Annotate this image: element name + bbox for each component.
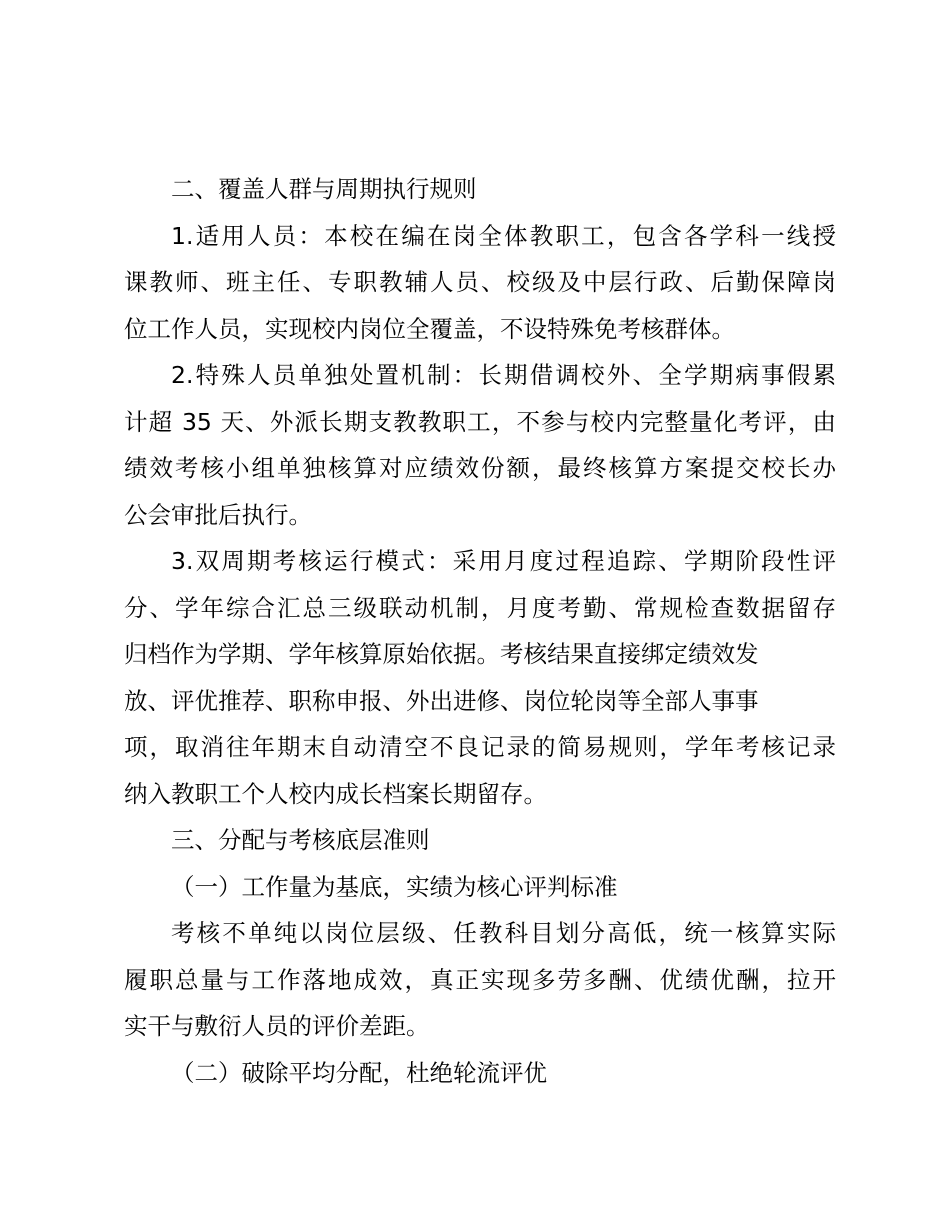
paragraph-line: 公会审批后执行。	[124, 500, 312, 529]
section-heading-2: 二、覆盖人群与周期执行规则	[171, 175, 477, 203]
paragraph-line: 项，取消往年期末自动清空不良记录的简易规则，学年考核记录	[124, 733, 836, 761]
paragraph-line: 绩效考核小组单独核算对应绩效份额，最终核算方案提交校长办	[124, 454, 836, 482]
paragraph-line: 计超 35 天、外派长期支教教职工，不参与校内完整量化考评，由	[124, 407, 836, 436]
paragraph-line: 放、评优推荐、职称申报、外出进修、岗位轮岗等全部人事事	[124, 686, 759, 715]
section-heading-3: 三、分配与考核底层准则	[171, 826, 430, 854]
document-body	[124, 166, 836, 1096]
paragraph-line: 履职总量与工作落地成效，真正实现多劳多酬、优绩优酬，拉开	[124, 965, 836, 994]
paragraph-line: 课教师、班主任、专职教辅人员、校级及中层行政、后勤保障岗	[124, 268, 836, 296]
paragraph-line: 归档作为学期、学年核算原始依据。考核结果直接绑定绩效发	[124, 640, 759, 668]
subsection-heading-1: （一）工作量为基底，实绩为核心评判标准	[171, 872, 618, 901]
paragraph-line: 纳入教职工个人校内成长档案长期留存。	[124, 779, 547, 808]
paragraph-line: 位工作人员，实现校内岗位全覆盖，不设特殊免考核群体。	[124, 314, 735, 343]
paragraph-line: 1.适用人员：本校在编在岗全体教职工，包含各学科一线授	[171, 221, 836, 250]
subsection-heading-2: （二）破除平均分配，杜绝轮流评优	[171, 1058, 547, 1087]
paragraph-line: 2.特殊人员单独处置机制：长期借调校外、全学期病事假累	[171, 361, 836, 389]
paragraph-line: 3.双周期考核运行模式：采用月度过程追踪、学期阶段性评	[171, 547, 836, 575]
paragraph-line: 分、学年综合汇总三级联动机制，月度考勤、常规检查数据留存	[124, 593, 836, 622]
paragraph-line: 考核不单纯以岗位层级、任教科目划分高低，统一核算实际	[171, 919, 836, 947]
paragraph-line: 实干与敷衍人员的评价差距。	[124, 1012, 430, 1040]
